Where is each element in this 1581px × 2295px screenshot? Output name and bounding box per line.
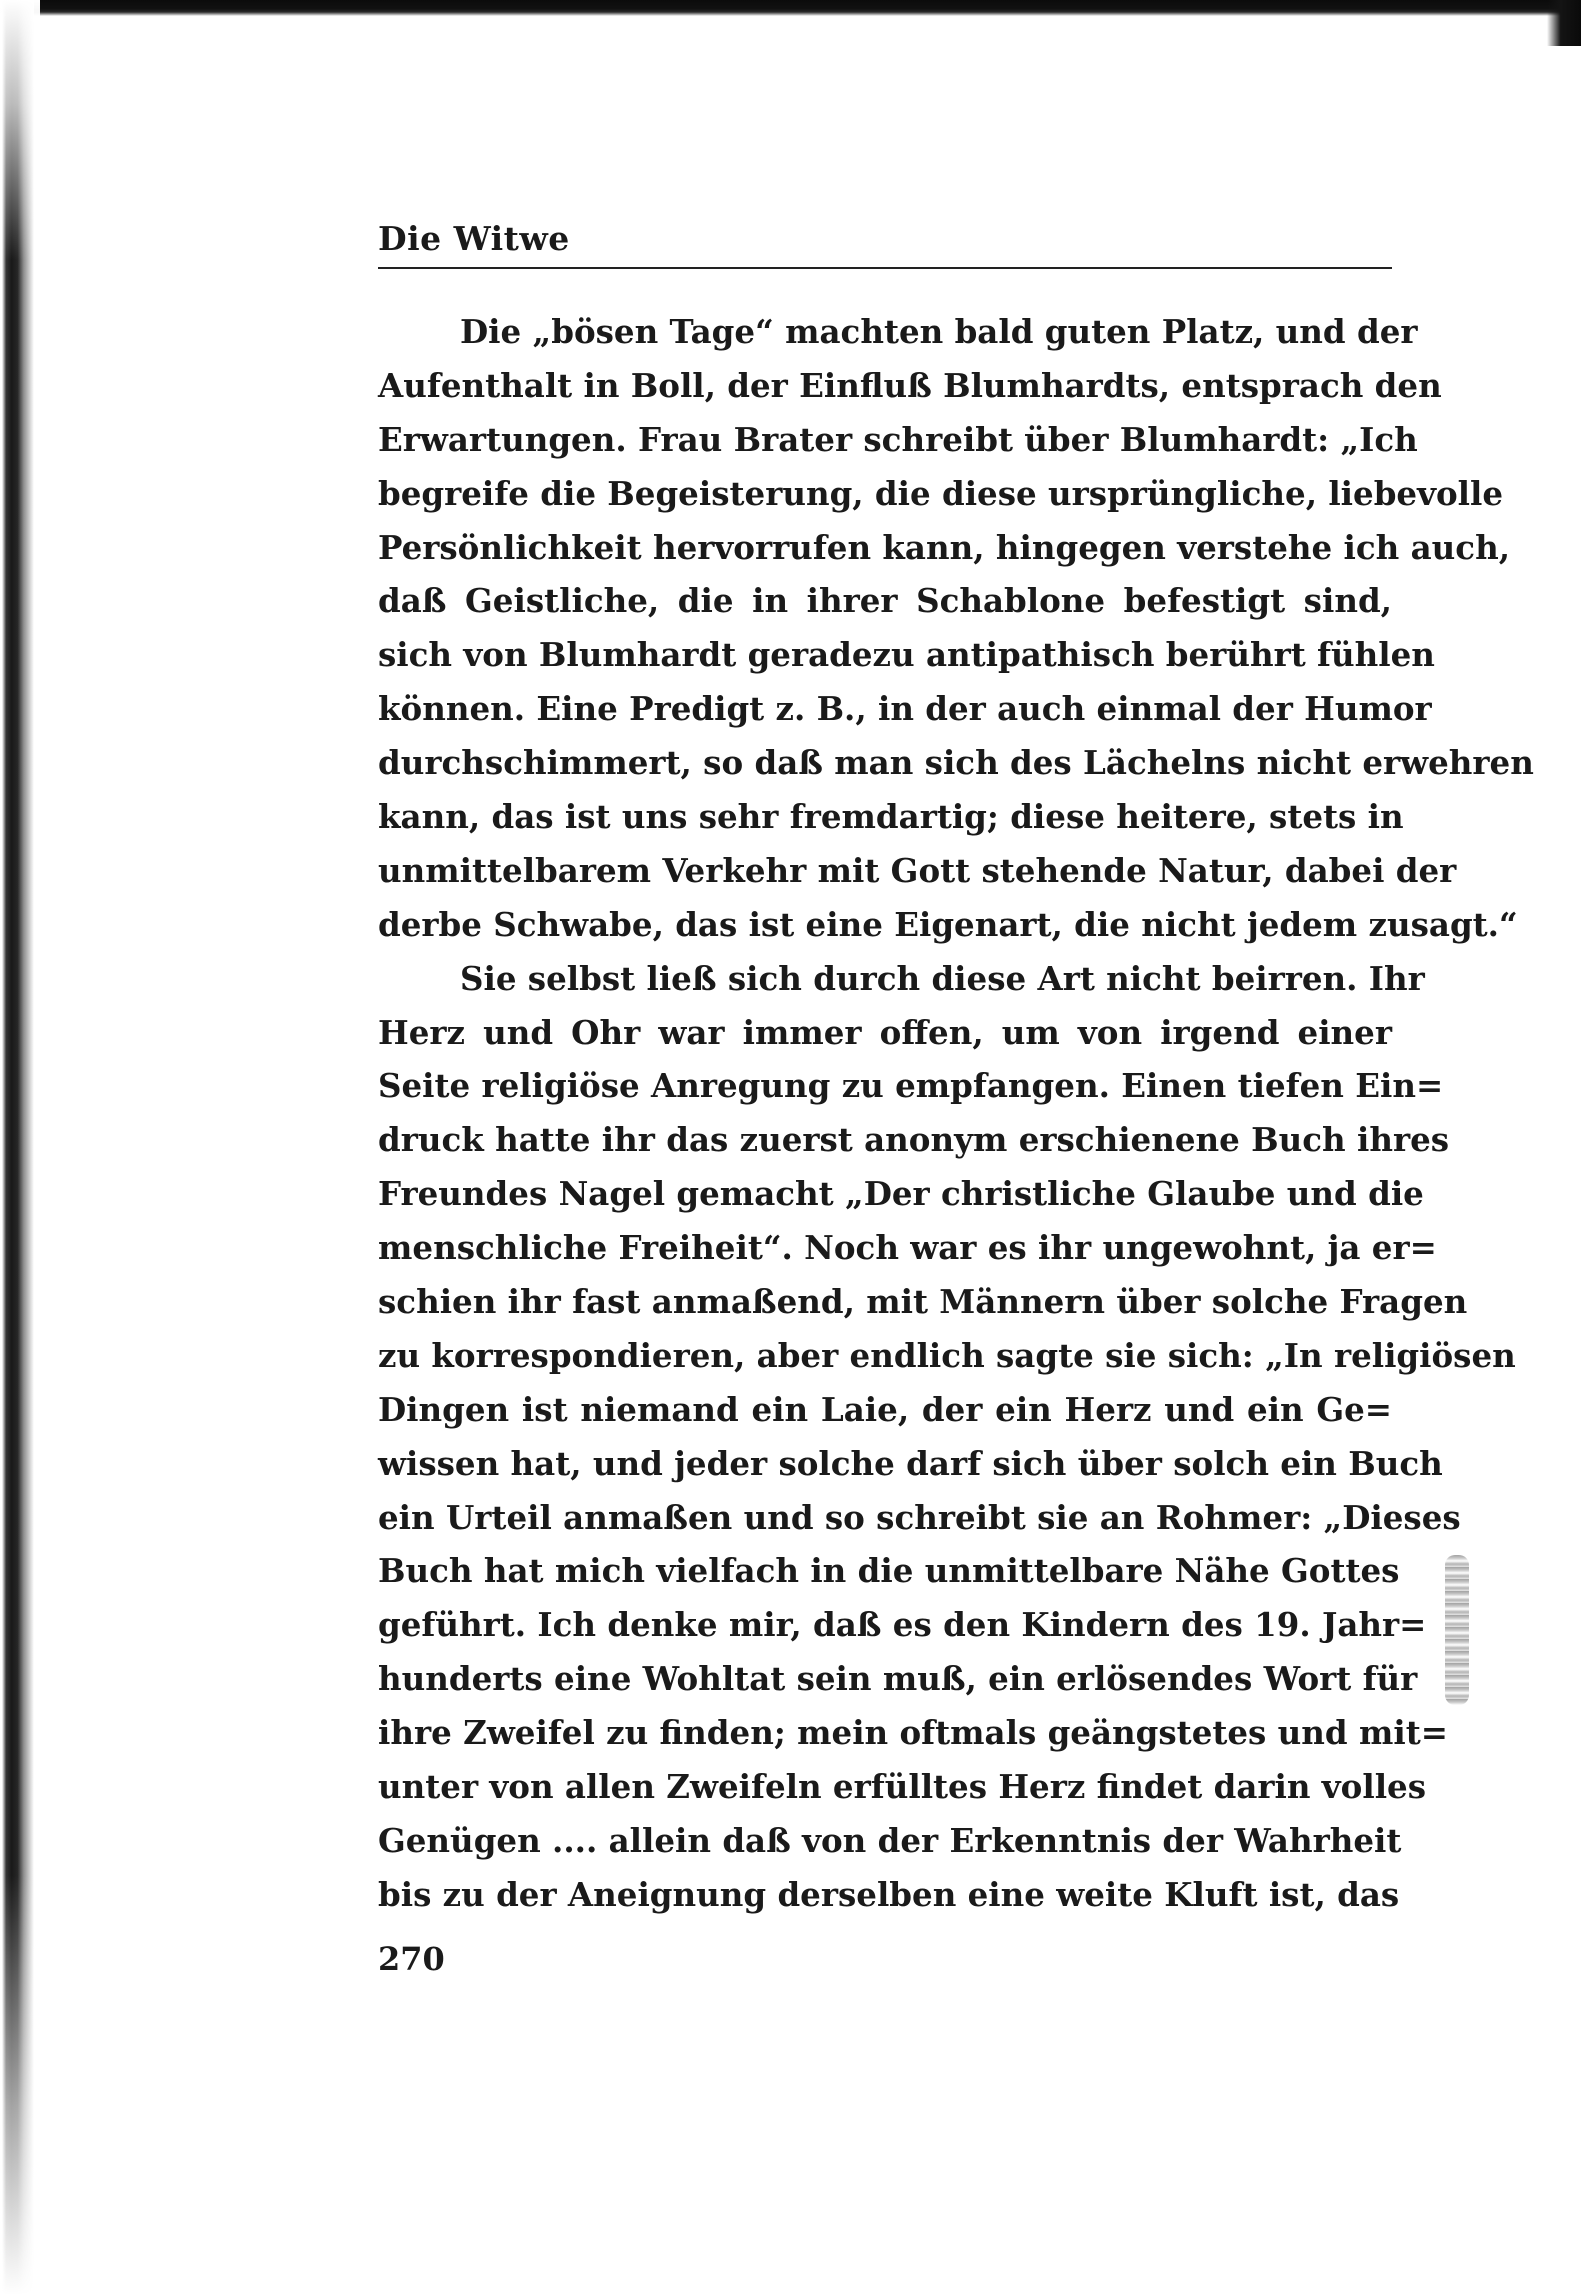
- text-line: Persönlichkeit hervorrufen kann, hingegen verstehe ich auch,: [378, 527, 1511, 567]
- text-line: Sie selbst ließ sich durch diese Art nicht beirren. Ihr: [460, 958, 1425, 998]
- book-page: [378, 0, 1534, 2295]
- text-line: daß Geistliche, die in ihrer Schablone befestigt sind,: [378, 581, 1392, 621]
- text-line: zu korrespondieren, aber endlich sagte sie sich: „In religiösen: [378, 1335, 1516, 1375]
- text-line: Erwartungen. Frau Brater schreibt über Blumhardt: „Ich: [378, 419, 1418, 459]
- text-line: geführt. Ich denke mir, daß es den Kindern des 19. Jahr=: [378, 1605, 1427, 1645]
- text-line: Freundes Nagel gemacht „Der christliche Glaube und die: [378, 1174, 1424, 1214]
- text-line: derbe Schwabe, das ist eine Eigenart, die nicht jedem zusagt.“: [378, 904, 1518, 944]
- text-line: wissen hat, und jeder solche darf sich über solch ein Buch: [378, 1443, 1443, 1483]
- text-line: ihre Zweifel zu finden; mein oftmals geängstetes und mit=: [378, 1713, 1448, 1753]
- text-line: Die „bösen Tage“ machten bald guten Platz, und der: [460, 312, 1418, 351]
- text-line: begreife die Begeisterung, die diese ursprüngliche, liebevolle: [378, 473, 1504, 513]
- text-line: hunderts eine Wohltat sein muß, ein erlösendes Wort für: [378, 1659, 1418, 1699]
- text-line: Genügen .... allein daß von der Erkenntnis der Wahrheit: [378, 1820, 1402, 1860]
- text-line: sich von Blumhardt geradezu antipathisch berührt fühlen: [378, 635, 1435, 675]
- running-head-title: Die Witwe: [378, 219, 570, 258]
- text-line: durchschimmert, so daß man sich des Lächelns nicht erwehren: [378, 743, 1534, 783]
- text-line: Buch hat mich vielfach in die unmittelbare Nähe Gottes: [378, 1551, 1400, 1591]
- text-line: Herz und Ohr war immer offen, um von irgend einer: [378, 1012, 1392, 1052]
- page-number: 270: [378, 1940, 445, 1978]
- scan-speckle: [1445, 1555, 1469, 1705]
- text-line: können. Eine Predigt z. B., in der auch einmal der Humor: [378, 689, 1432, 729]
- text-line: bis zu der Aneignung derselben eine weite Kluft ist, das: [378, 1874, 1400, 1914]
- text-line: unmittelbarem Verkehr mit Gott stehende Natur, dabei der: [378, 850, 1457, 890]
- body-text: [378, 305, 1534, 1922]
- text-line: Seite religiöse Anregung zu empfangen. Einen tiefen Ein=: [378, 1066, 1444, 1106]
- running-head: [378, 215, 1392, 269]
- text-line: kann, das ist uns sehr fremdartig; diese heitere, stets in: [378, 797, 1404, 837]
- text-line: Dingen ist niemand ein Laie, der ein Herz und ein Ge=: [378, 1389, 1392, 1429]
- text-line: druck hatte ihr das zuerst anonym erschienene Buch ihres: [378, 1120, 1450, 1160]
- binding-shadow-fade-bottom: [0, 1875, 40, 2295]
- scan-corner-shadow: [1547, 0, 1581, 46]
- text-line: menschliche Freiheit“. Noch war es ihr ungewohnt, ja er=: [378, 1228, 1437, 1268]
- text-line: ein Urteil anmaßen und so schreibt sie an Rohmer: „Dieses: [378, 1497, 1461, 1537]
- text-line: unter von allen Zweifeln erfülltes Herz findet darin volles: [378, 1767, 1427, 1807]
- text-line: schien ihr fast anmaßend, mit Männern über solche Fragen: [378, 1282, 1468, 1322]
- binding-shadow-fade-top: [0, 0, 40, 260]
- text-line: Aufenthalt in Boll, der Einfluß Blumhardts, entsprach den: [378, 365, 1442, 405]
